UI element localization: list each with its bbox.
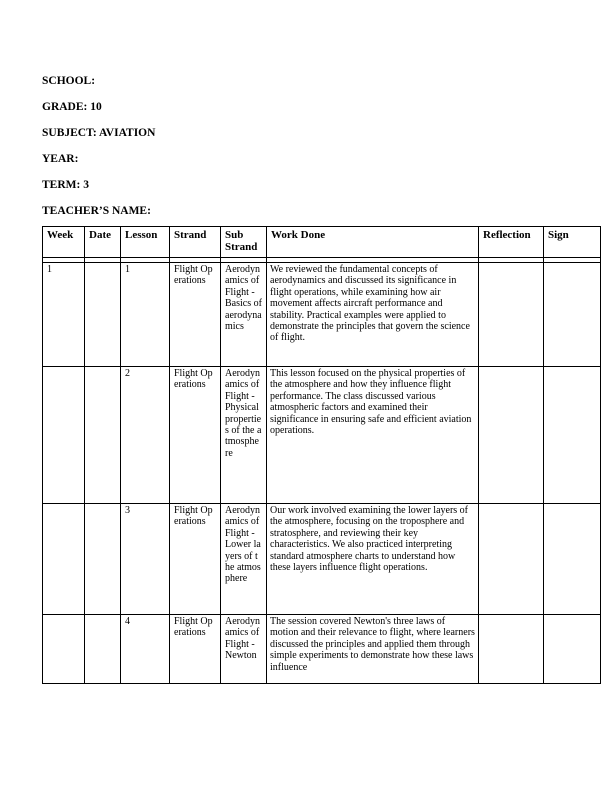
strand-cell: Flight Operations	[170, 367, 221, 504]
reflection-cell	[479, 615, 544, 684]
column-header-sub-strand: Sub Strand	[221, 227, 267, 258]
column-header-date: Date	[85, 227, 121, 258]
sub-strand-cell: Aerodynamics of Flight - Newton	[221, 615, 267, 684]
week-cell	[43, 504, 85, 615]
sub-strand-cell: Aerodynamics of Flight - Basics of aerodynamics	[221, 263, 267, 367]
date-cell	[85, 263, 121, 367]
column-header-work-done: Work Done	[267, 227, 479, 258]
lesson-cell: 2	[121, 367, 170, 504]
sign-cell	[544, 504, 601, 615]
reflection-cell	[479, 263, 544, 367]
lesson-cell: 3	[121, 504, 170, 615]
table-row	[43, 367, 601, 504]
work-done-cell: Our work involved examining the lower layers of the atmosphere, focusing on the troposphere and stratosphere, and reviewing their key characteristics. We also practiced interpreting standard atmosphere charts to understand how these layers influence flight operations.	[267, 504, 479, 615]
grade-field: GRADE: 10	[42, 101, 102, 113]
column-header-strand: Strand	[170, 227, 221, 258]
week-cell	[43, 367, 85, 504]
table-header-row	[43, 227, 601, 258]
strand-cell: Flight Operations	[170, 504, 221, 615]
sub-strand-cell: Aerodynamics of Flight - Physical properties of the atmosphere	[221, 367, 267, 504]
date-cell	[85, 615, 121, 684]
week-cell: 1	[43, 263, 85, 367]
sign-cell	[544, 263, 601, 367]
column-header-sign: Sign	[544, 227, 601, 258]
school-field: SCHOOL:	[42, 75, 96, 87]
sign-cell	[544, 367, 601, 504]
table-row	[43, 615, 601, 684]
work-done-cell: The session covered Newton's three laws of motion and their relevance to flight, where learners discussed the principles and applied them through simple experiments to demonstrate how these laws influence	[267, 615, 479, 684]
work-done-cell: This lesson focused on the physical properties of the atmosphere and how they influence flight performance. The class discussed various atmospheric factors and examined their significance in ensuring safe and efficient aviation operations.	[267, 367, 479, 504]
year-field: YEAR:	[42, 153, 79, 165]
sub-strand-cell: Aerodynamics of Flight - Lower layers of the atmosphere	[221, 504, 267, 615]
sign-cell	[544, 615, 601, 684]
term-field: TERM: 3	[42, 179, 89, 191]
lesson-record-table	[42, 226, 601, 684]
lesson-cell: 1	[121, 263, 170, 367]
reflection-cell	[479, 367, 544, 504]
strand-cell: Flight Operations	[170, 263, 221, 367]
week-cell	[43, 615, 85, 684]
column-header-lesson: Lesson	[121, 227, 170, 258]
strand-cell: Flight Operations	[170, 615, 221, 684]
column-header-reflection: Reflection	[479, 227, 544, 258]
table-row	[43, 504, 601, 615]
subject-field: SUBJECT: AVIATION	[42, 127, 156, 139]
column-header-week: Week	[43, 227, 85, 258]
table-row	[43, 263, 601, 367]
work-done-cell: We reviewed the fundamental concepts of aerodynamics and discussed its significance in flight operations, while examining how air movement affects aircraft performance and stability. Practical examples were applied to demonstrate the principles that govern the science of flight.	[267, 263, 479, 367]
date-cell	[85, 504, 121, 615]
date-cell	[85, 367, 121, 504]
teacher-name-field: TEACHER’S NAME:	[42, 205, 151, 217]
reflection-cell	[479, 504, 544, 615]
lesson-cell: 4	[121, 615, 170, 684]
